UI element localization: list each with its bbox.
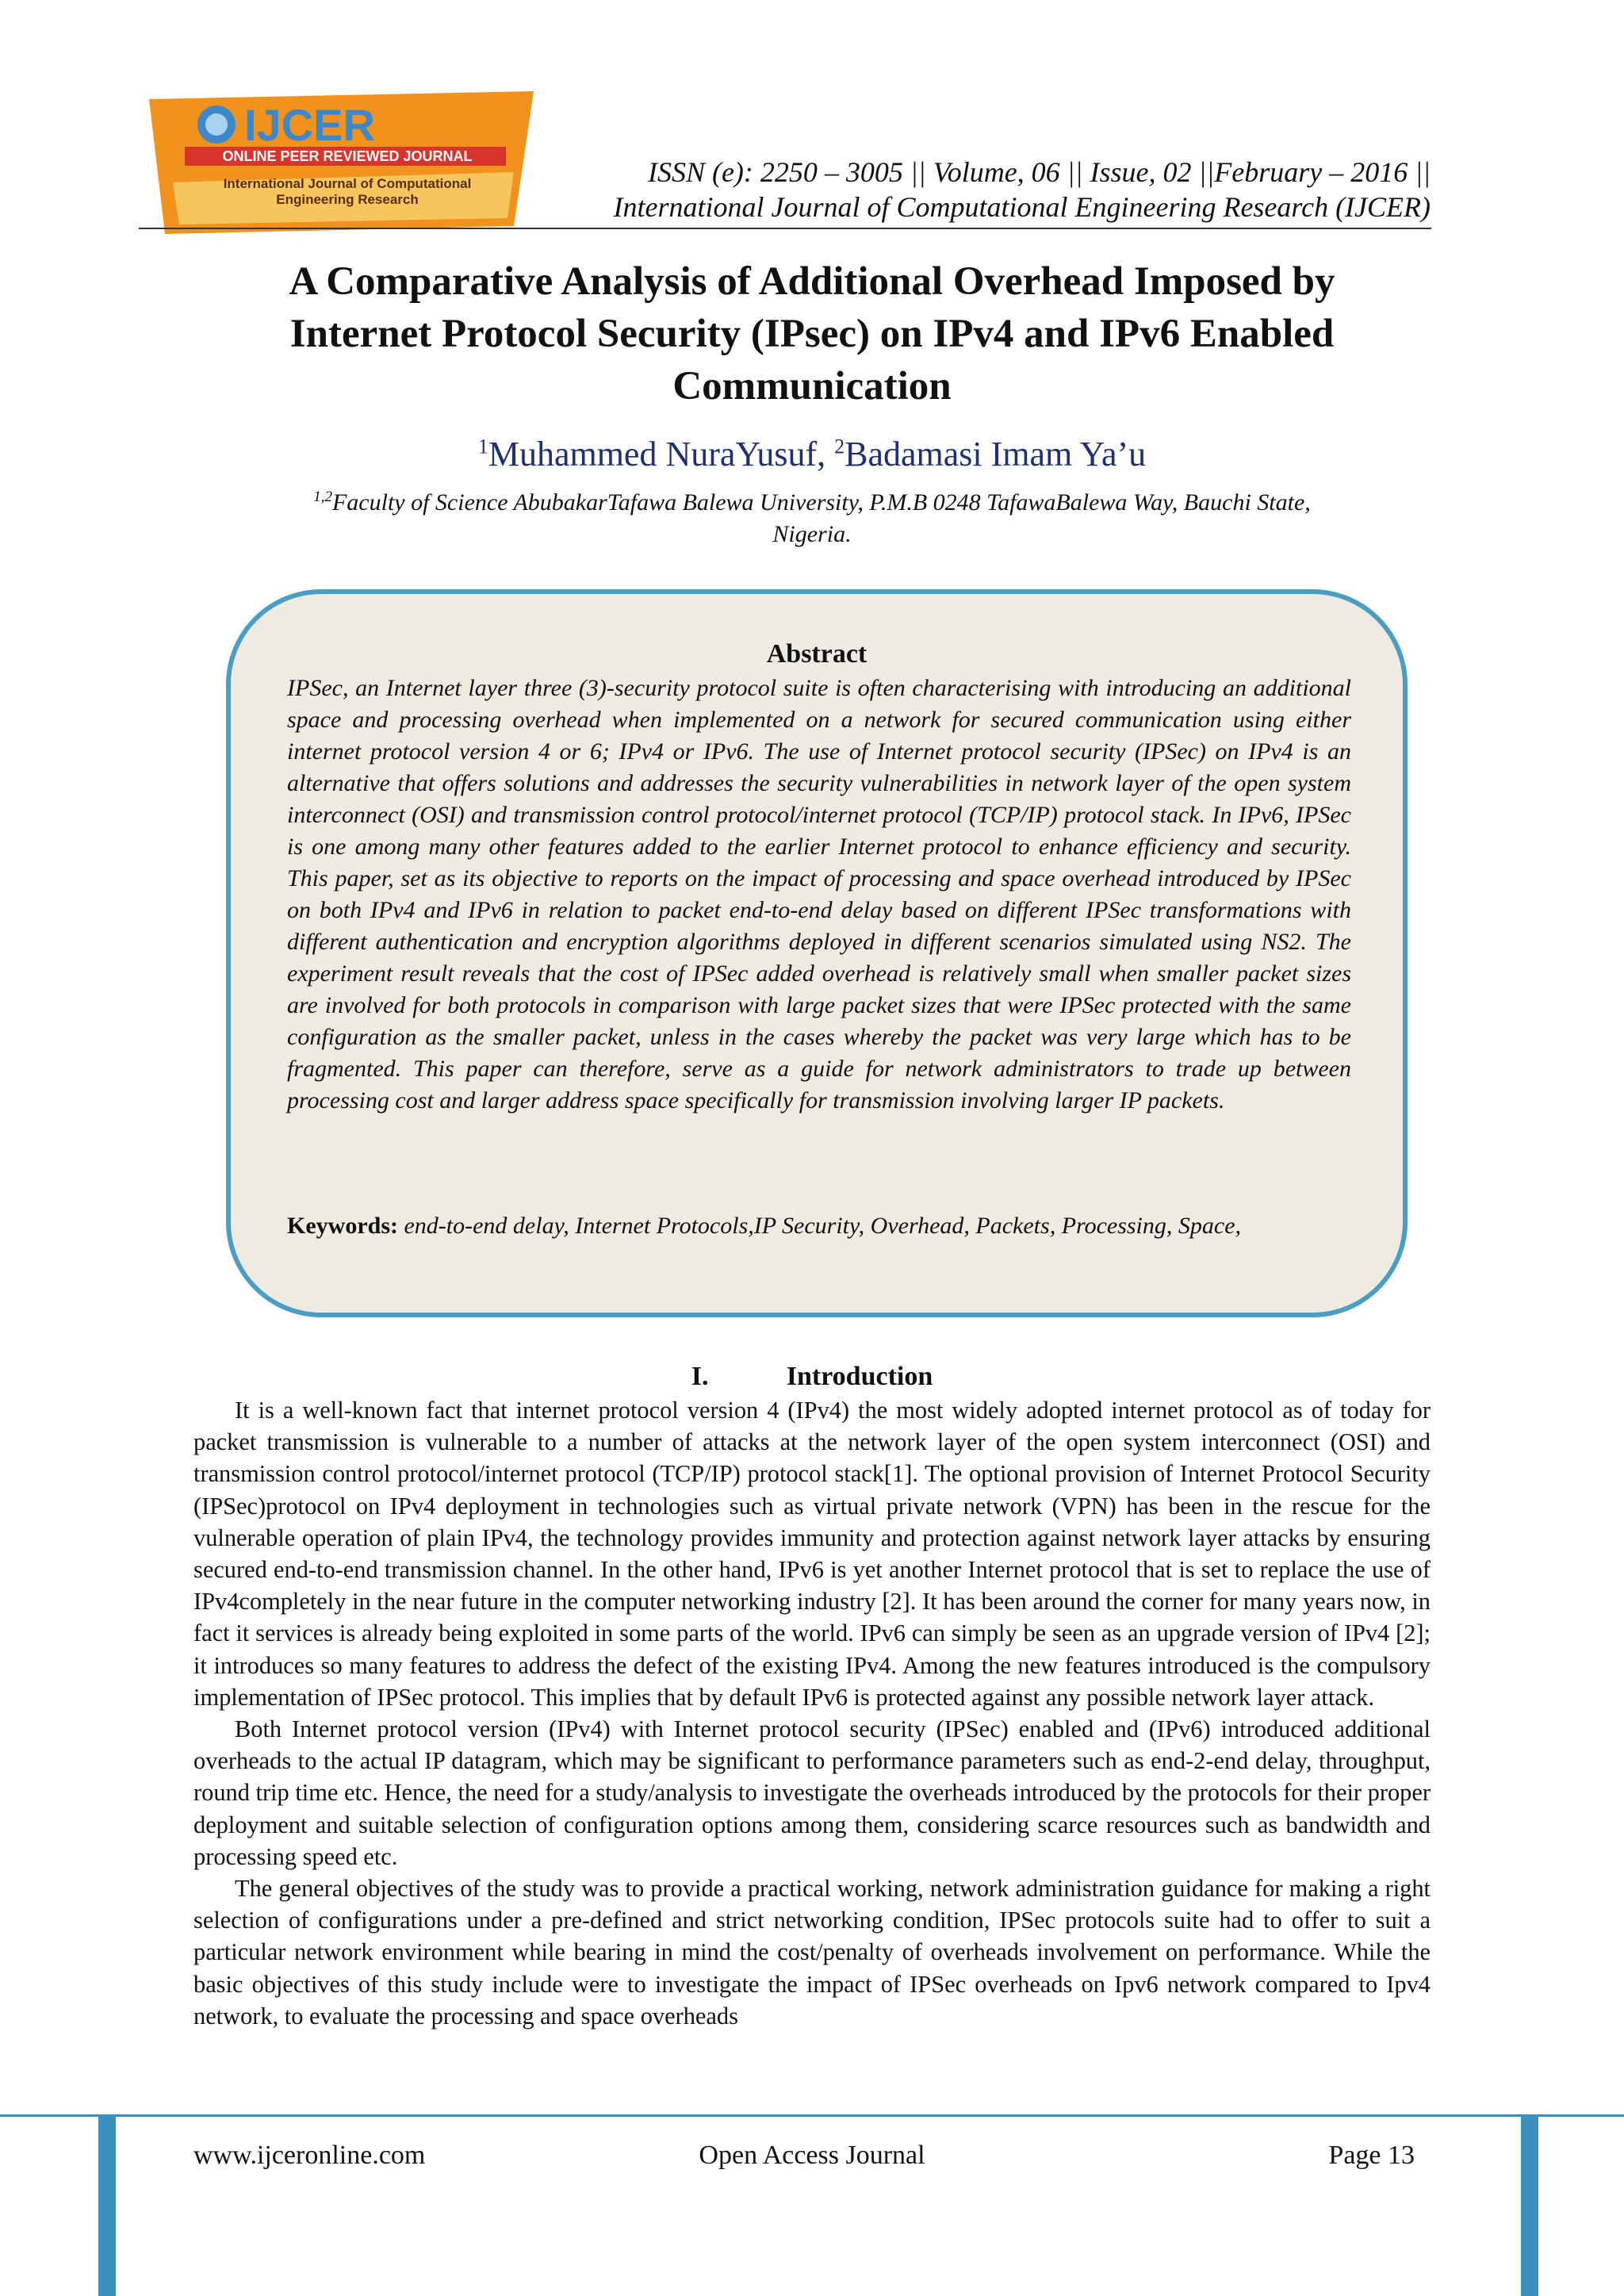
author-2: Badamasi Imam Ya’u [845, 435, 1147, 473]
affiliation-sup: 1,2 [313, 489, 332, 505]
footer-website-link[interactable]: www.ijceronline.com [193, 2141, 426, 2170]
affiliation-country: Nigeria. [772, 521, 852, 547]
logo-subtitle-1: International Journal of Computational [223, 176, 472, 191]
author-1: Muhammed NuraYusuf, [488, 435, 835, 473]
title-line-1: A Comparative Analysis of Additional Overhead Imposed by [289, 259, 1335, 304]
paragraph: It is a well-known fact that internet protocol version 4 (IPv4) the most widely adopted internet protocol as of today for packet transmission is vulnerable to a number of attacks at the network layer of the open system interconnect (OSI) and transmission control protocol/internet protocol (TCP/IP) protocol stack[1]. The optional provision of Internet Protocol Security (IPSec)protocol on IPv4 deployment in technologies such as virtual private network (VPN) has been in the rescue for the vulnerable operation of plain IPv4, the technology provides immunity and protection against network layer attacks by ensuring secured end-to-end transmission channel. In the other hand, IPv6 is yet another Internet protocol that is set to replace the use of IPv4completely in the near future in the computer networking industry [2]. It has been around the corner for many years now, in fact it services is already being exploited in some parts of the world. IPv6 can simply be seen as an upgrade version of IPv4 [2]; it introduces so many features to address the defect of the existing IPv4. Among the new features introduced is the compulsory implementation of IPSec protocol. This implies that by default IPv6 is protected against any possible network layer attack. [193, 1397, 1431, 1711]
journal-name-line: International Journal of Computational Engineering Research (IJCER) [613, 191, 1431, 223]
page-number: Page 13 [1328, 2141, 1415, 2170]
abstract-body: IPSec, an Internet layer three (3)-security protocol suite is often characterising with introducing an additional space and processing overhead when implemented on a network for secured communication using either internet protocol version 4 or 6; IPv4 or IPv6. The use of Internet protocol security (IPSec) on IPv4 is an alternative that offers solutions and addresses the security vulnerabilities in network layer of the open system interconnect (OSI) and transmission control protocol/internet protocol (TCP/IP) protocol stack. In IPv6, IPSec is one among many other features added to the earlier Internet protocol to enhance efficiency and security. This paper, set as its objective to reports on the impact of processing and space overhead introduced by IPSec on both IPv4 and IPv6 in relation to packet end-to-end delay based on different IPSec transformations with different authentication and encryption algorithms deployed in different scenarios simulated using NS2. The experiment result reveals that the cost of IPSec added overhead is relatively small when smaller packet sizes are involved for both protocols in comparison with large packet sizes that were IPSec protected with the same configuration as the smaller packet, unless in the cases whereby the packet was very large which has to be fragmented. This paper can therefore, serve as a guide for network administrators to trade up between processing cost and larger address space specifically for transmission involving larger IP packets. [287, 675, 1351, 1114]
section-heading [0, 1362, 1624, 1392]
footer-center: Open Access Journal [699, 2141, 925, 2170]
section-number: I. [691, 1362, 709, 1391]
footer-rule [0, 2114, 1624, 2117]
affiliation-text: Faculty of Science AbubakarTafawa Balewa University, P.M.B 0248 TafawaBalewa Way, Bauchi State, [331, 489, 1311, 516]
paragraph: Both Internet protocol version (IPv4) with Internet protocol security (IPSec) enabled and (IPv6) introduced additional overheads to the actual IP datagram, which may be significant to performance parameters such as end-2-end delay, throughput, round trip time etc. Hence, the need for a study/analysis to investigate the overheads introduced by the protocols for their proper deployment and suitable selection of configuration options among them, considering scarce resources such as bandwidth and processing speed etc. [193, 1715, 1431, 1870]
keywords-label: Keywords: [287, 1213, 398, 1239]
keywords [287, 1210, 1351, 1242]
title-line-3: Communication [672, 364, 952, 408]
abstract-heading: Abstract [766, 639, 868, 669]
logo-name: IJCER [244, 100, 375, 150]
affiliation [190, 481, 1434, 550]
keywords-list: end-to-end delay, Internet Protocols,IP Security, Overhead, Packets, Processing, Space, [397, 1213, 1242, 1239]
ijcer-logo [141, 91, 538, 242]
journal-issue-line: ISSN (e): 2250 – 3005 || Volume, 06 || Issue, 02 ||February – 2016 || [647, 156, 1431, 188]
title-line-2: Internet Protocol Security (IPsec) on IPv4 and IPv6 Enabled [289, 312, 1335, 356]
section-title: Introduction [786, 1362, 933, 1391]
author-1-sup: 1 [477, 435, 488, 458]
paper-title [190, 255, 1434, 412]
introduction-body [193, 1394, 1431, 2032]
authors [190, 434, 1434, 474]
author-2-sup: 2 [834, 435, 845, 458]
paragraph: The general objectives of the study was to provide a practical working, network administration guidance for making a right selection of configurations under a pre-defined and strict networking condition, IPSec protocols suite had to offer to suit a particular network environment while bearing in mind the cost/penalty of overheads involvement on performance. While the basic objectives of this study include were to investigate the impact of IPSec overheads on Ipv6 network compared to Ipv4 network, to evaluate the processing and space overheads [193, 1875, 1431, 2030]
header-rule [139, 228, 1431, 229]
logo-subtitle-2: Engineering Research [276, 192, 419, 207]
logo-tagline: ONLINE PEER REVIEWED JOURNAL [222, 148, 473, 164]
